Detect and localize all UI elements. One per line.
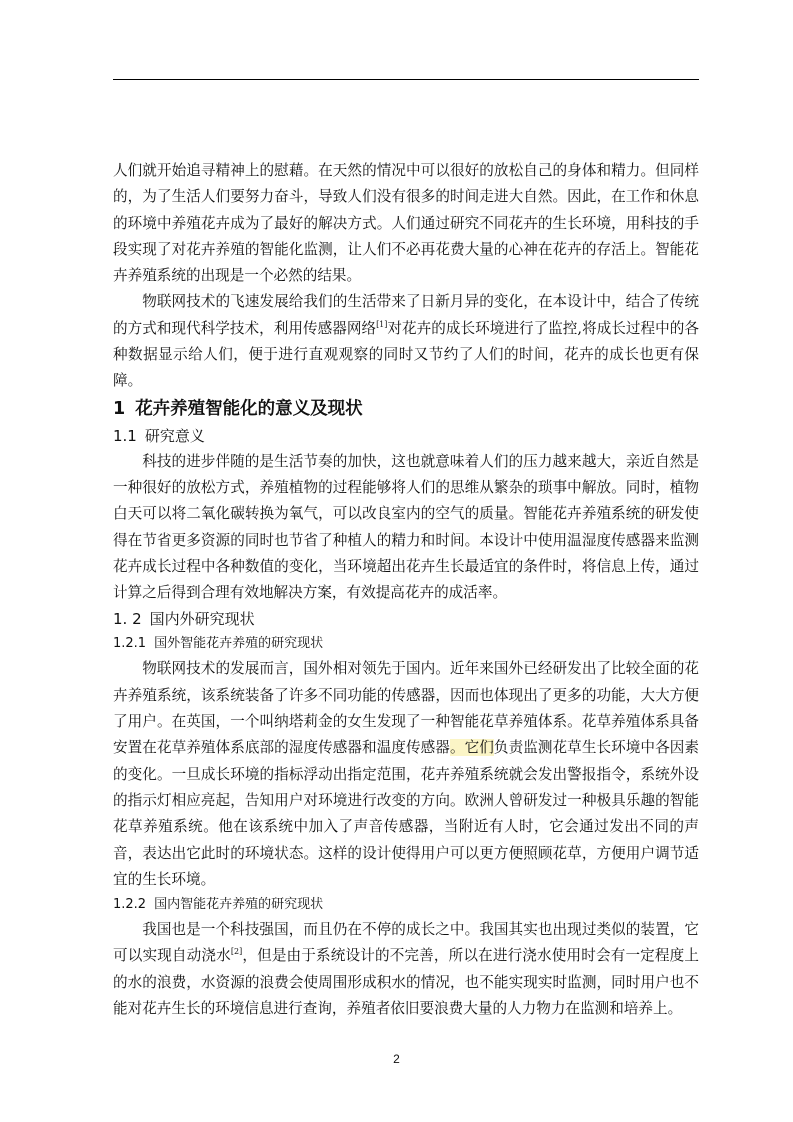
page-number: 2 bbox=[393, 1052, 400, 1066]
section-1-2-2-heading bbox=[113, 893, 699, 917]
intro-paragraph-2 bbox=[113, 289, 699, 394]
section-1-2-2-text-a: 我国也是一个科技强国，而且仍在不停的成长之中。我国其实也出现过类似的装置，它可以实现自动浇水 bbox=[113, 921, 699, 965]
section-1-number: 1 bbox=[113, 398, 126, 419]
section-1-2-2-paragraph bbox=[113, 917, 699, 1022]
section-1-2-1-title: 国外智能花卉养殖的研究现状 bbox=[154, 636, 324, 652]
section-1-1-title: 研究意义 bbox=[144, 426, 205, 445]
section-1-1-heading bbox=[113, 423, 699, 449]
section-1-2-1-text-b: 负责监测花草生长环境中各因素的变化。一旦成长环境的指标浮动出指定范围，花卉养殖系统就会发出警报指令，系统外设的指示灯相应亮起，告知用户对环境进行改变的方向。欧洲人曾研发过一种极具乐趣的智能花草养殖系统。他在该系统中加入了声音传感器，当附近有人时，它会通过发出不同的声音，表达出它此时的环境状态。这样的设计使得用户可以更方便照顾花草，方便用户调节适宜的生长环境。 bbox=[113, 739, 699, 888]
section-1-2-number: 1. 2 bbox=[113, 610, 142, 629]
section-1-2-1-heading bbox=[113, 632, 699, 656]
section-1-title: 花卉养殖智能化的意义及现状 bbox=[135, 398, 363, 419]
section-1-1-number: 1.1 bbox=[113, 426, 137, 445]
page-content bbox=[113, 158, 699, 1022]
section-1-heading bbox=[113, 395, 699, 423]
highlighted-text: 。它们 bbox=[449, 739, 494, 757]
citation-1[interactable]: [1] bbox=[376, 319, 388, 329]
section-1-1-paragraph: 科技的进步伴随的是生活节奏的加快，这也就意味着人们的压力越来越大，亲近自然是一种很好的放松方式，养殖植物的过程能够将人们的思维从繁杂的琐事中解放。同时，植物白天可以将二氧化碳转换为氧气，可以改良室内的空气的质量。智能花卉养殖系统的研发使得在节省更多资源的同时也节省了种植人的精力和时间。本设计中使用温湿度传感器来监测花卉成长过程中各种数值的变化，当环境超出花卉生长最适宜的条件时，将信息上传，通过计算之后得到合理有效地解决方案，有效提高花卉的成活率。 bbox=[113, 452, 699, 602]
section-1-2-1-number: 1.2.1 bbox=[113, 636, 147, 652]
section-1-2-2-title: 国内智能花卉养殖的研究现状 bbox=[154, 897, 324, 913]
section-1-2-1-text-a: 物联网技术的发展而言，国外相对领先于国内。近年来国外已经研发出了比较全面的花卉养殖系统，该系统装备了许多不同功能的传感器，因而也体现出了更多的功能，大大方便了用户。在英国，一个叫纳塔莉金的女生发现了一种智能花草养殖体系。花草养殖体系具备安置在花草养殖体系底部的湿度传感器和温度传感器 bbox=[113, 660, 699, 757]
section-1-2-2-number: 1.2.2 bbox=[113, 897, 147, 913]
citation-2[interactable]: [2] bbox=[230, 947, 243, 957]
section-1-2-heading bbox=[113, 606, 699, 632]
section-1-2-2-text-b: ，但是由于系统设计的不完善，所以在进行浇水使用时会有一定程度上的水的浪费，水资源的浪费会使周围形成积水的情况，也不能实现实时监测，同时用户也不能对花卉生长的环境信息进行查询，养殖者依旧要浪费大量的人力物力在监测和培养上。 bbox=[113, 947, 699, 1018]
section-1-2-title: 国内外研究现状 bbox=[149, 610, 255, 629]
intro-paragraph-2-text-a: 物联网技术的飞速发展给我们的生活带来了日新月异的变化，在本设计中，结合了传统的方式和现代科学技术，利用传感器网络 bbox=[113, 293, 699, 337]
intro-paragraph-2-text-b: 对花卉的成长环境进行了监控,将成长过程中的各种数据显示给人们，便于进行直观观察的同时又节约了人们的时间，花卉的成长也更有保障。 bbox=[113, 319, 699, 390]
header-rule bbox=[113, 79, 699, 80]
section-1-2-1-paragraph bbox=[113, 656, 699, 893]
intro-paragraph-1: 人们就开始追寻精神上的慰藉。在天然的情况中可以很好的放松自己的身体和精力。但同样的，为了生活人们要努力奋斗，导致人们没有很多的时间走进大自然。因此，在工作和休息的环境中养殖花卉成为了最好的解决方式。人们通过研究不同花卉的生长环境，用科技的手段实现了对花卉养殖的智能化监测，让人们不必再花费大量的心神在花卉的存活上。智能花卉养殖系统的出现是一个必然的结果。 bbox=[113, 162, 699, 285]
